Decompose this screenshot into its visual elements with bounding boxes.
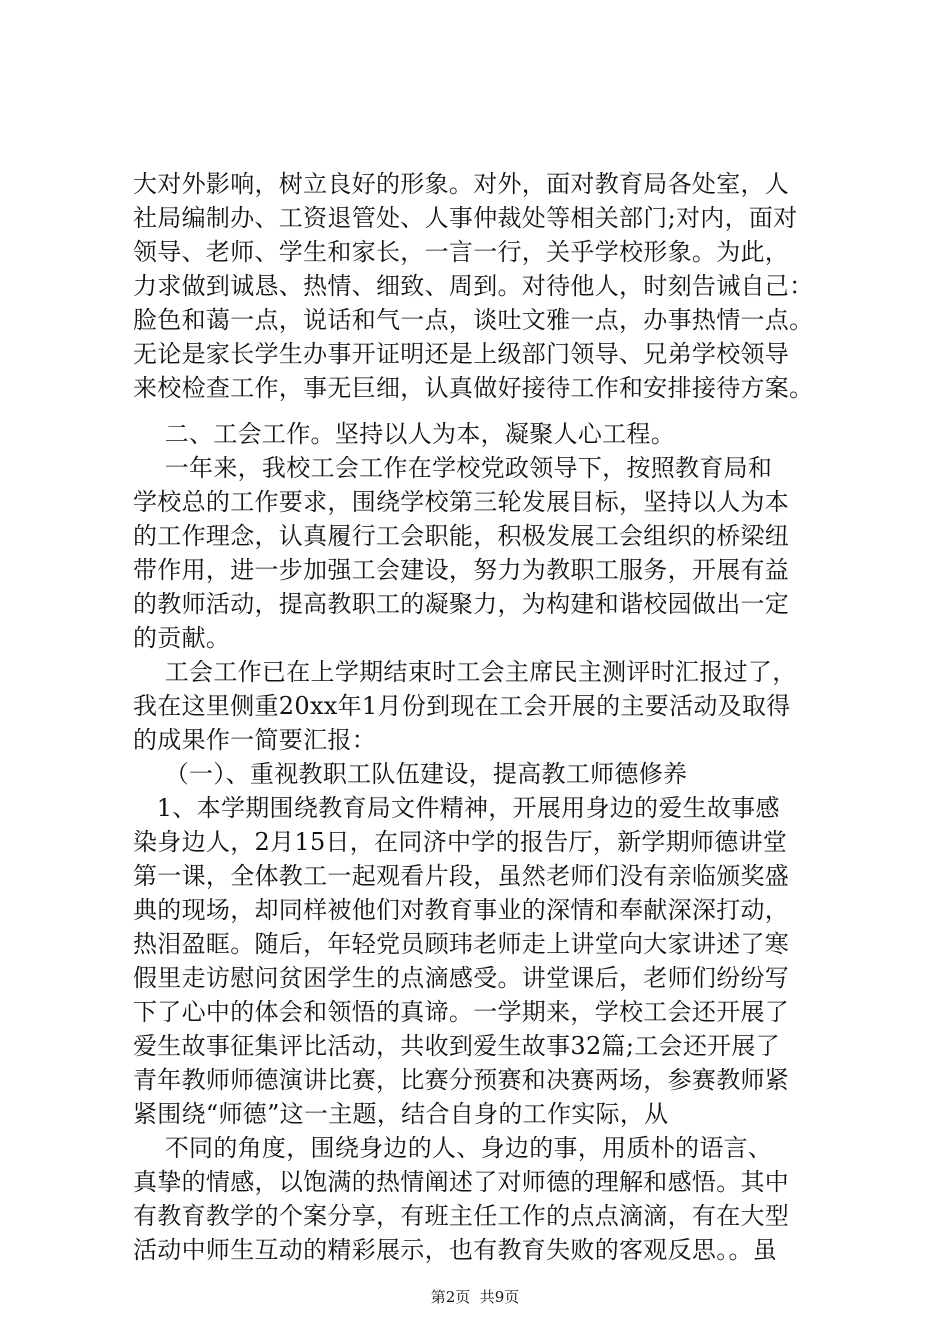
text-line: 来校检查工作，事无巨细，认真做好接待工作和安排接待方案。 — [133, 374, 814, 402]
text-line: 活动中师生互动的精彩展示，也有教育失败的客观反思。。虽 — [133, 1236, 778, 1264]
section-heading: 二、工会工作。坚持以人为本，凝聚人心工程。 — [133, 420, 676, 448]
text-line: 真挚的情感，以饱满的热情阐述了对师德的理解和感悟。其中 — [133, 1168, 790, 1196]
text-line: 力求做到诚恳、热情、细致、周到。对待他人，时刻告诫自己： — [133, 272, 814, 300]
text-line: 学校总的工作要求，围绕学校第三轮发展目标，坚持以人为本 — [133, 488, 790, 516]
subsection-heading: （一）、重视教职工队伍建设，提高教工师德修养 — [133, 760, 688, 788]
text-line: 不同的角度，围绕身边的人、身边的事，用质朴的语言、 — [133, 1134, 773, 1162]
text-line: 下了心中的体会和领悟的真谛。一学期来，学校工会还开展了 — [133, 998, 790, 1026]
text-line: 染身边人，2月15日，在同济中学的报告厅，新学期师德讲堂 — [133, 828, 788, 856]
text-line: 带作用，进一步加强工会建设，努力为教职工服务，开展有益 — [133, 556, 790, 584]
text-line: 的贡献。 — [133, 624, 231, 652]
text-line: 紧围绕“师德”这一主题，结合自身的工作实际，从 — [133, 1100, 669, 1128]
text-line: 工会工作已在上学期结束时工会主席民主测评时汇报过了， — [133, 658, 797, 686]
text-line: 一年来，我校工会工作在学校党政领导下，按照教育局和 — [133, 454, 773, 482]
text-line: 的成果作一简要汇报： — [133, 726, 376, 754]
text-line: 我在这里侧重20xx年1月份到现在工会开展的主要活动及取得 — [133, 692, 791, 720]
text-line: 热泪盈眶。随后，年轻党员顾玮老师走上讲堂向大家讲述了寒 — [133, 930, 790, 958]
page-number: 第2页 共9页 — [430, 1288, 520, 1306]
text-line: 脸色和蔼一点，说话和气一点，谈吐文雅一点，办事热情一点。 — [133, 306, 814, 334]
text-line: 有教育教学的个案分享，有班主任工作的点点滴滴，有在大型 — [133, 1202, 790, 1230]
text-line: 大对外影响，树立良好的形象。对外，面对教育局各处室，人 — [133, 170, 790, 198]
text-line: 假里走访慰问贫困学生的点滴感受。讲堂课后，老师们纷纷写 — [133, 964, 790, 992]
text-line: 的教师活动，提高教职工的凝聚力，为构建和谐校园做出一定 — [133, 590, 790, 618]
text-line: 典的现场，却同样被他们对教育事业的深情和奉献深深打动， — [133, 896, 790, 924]
text-line: 第一课，全体教工一起观看片段，虽然老师们没有亲临颁奖盛 — [133, 862, 790, 890]
text-line: 社局编制办、工资退管处、人事仲裁处等相关部门;对内，面对 — [133, 204, 798, 232]
text-line: 无论是家长学生办事开证明还是上级部门领导、兄弟学校领导 — [133, 340, 790, 368]
text-line: 领导、老师、学生和家长，一言一行，关乎学校形象。为此， — [133, 238, 790, 266]
text-line: 青年教师师德演讲比赛，比赛分预赛和决赛两场，参赛教师紧 — [133, 1066, 790, 1094]
text-line: 爱生故事征集评比活动，共收到爱生故事32篇;工会还开展了 — [133, 1032, 781, 1060]
text-line: 的工作理念，认真履行工会职能，积极发展工会组织的桥梁纽 — [133, 522, 790, 550]
text-line: 1、本学期围绕教育局文件精神，开展用身边的爱生故事感 — [133, 794, 780, 822]
